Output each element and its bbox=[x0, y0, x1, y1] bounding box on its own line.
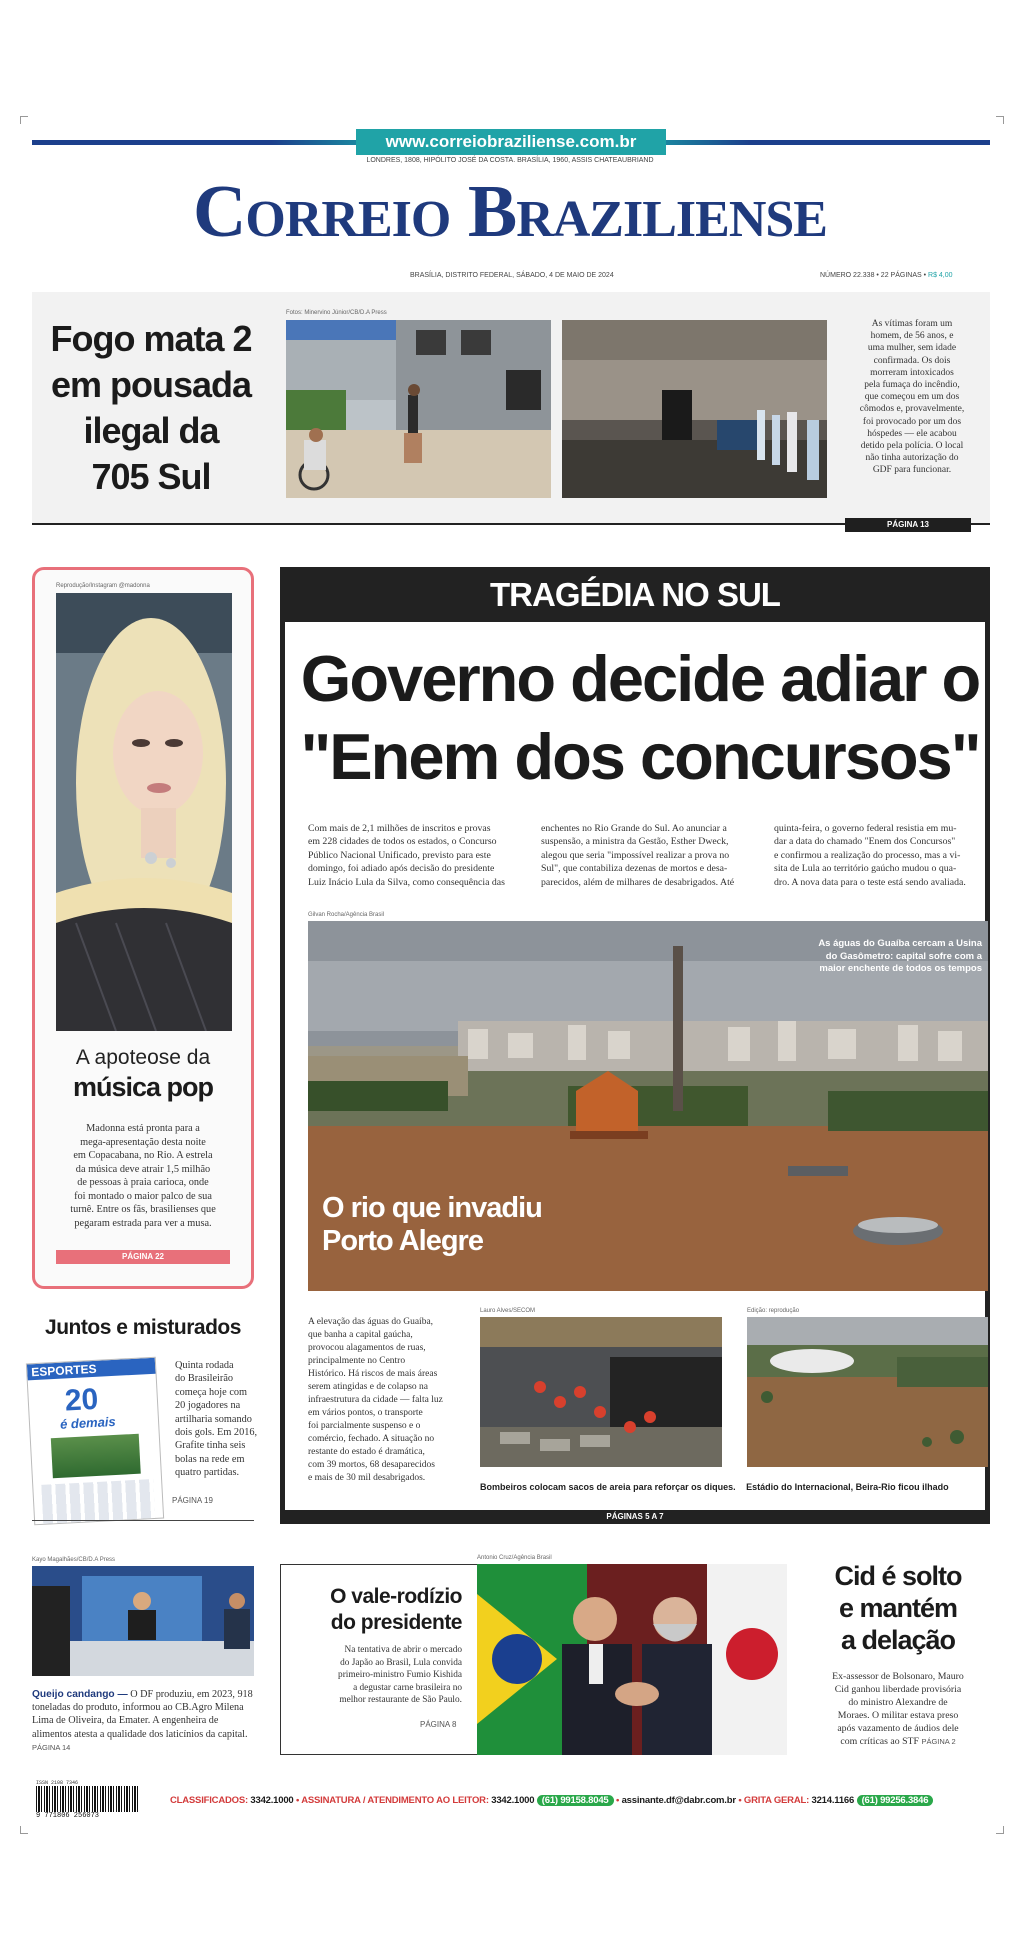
text-line: em Copacabana, no Rio. A estrela bbox=[73, 1150, 213, 1161]
text-line: do Brasileirão bbox=[175, 1373, 234, 1385]
cheese-body: O DF produziu, em 2023, 918 toneladas do produto, informou ao CB.Agro Milena Lima de Oliveira, da Emater. A engenheira de alimentos atesta a qualidade dos laticínios da capital. bbox=[32, 1689, 253, 1740]
classificados-phone[interactable]: 3342.1000 bbox=[250, 1795, 294, 1806]
text-line: começa hoje com bbox=[175, 1386, 248, 1398]
crop-mark bbox=[20, 116, 28, 124]
text-line: provocou alagamentos de ruas, bbox=[308, 1343, 426, 1353]
text-line: cômodos e, provavelmente, bbox=[859, 404, 965, 415]
text-line: em vários pontos, o transporte bbox=[308, 1408, 423, 1418]
text-line: domingo, foi adiado após decisão do presidente bbox=[308, 863, 495, 875]
title-bold: música pop bbox=[72, 1072, 214, 1102]
text-line: após vazamento de áudios dele bbox=[837, 1723, 959, 1734]
crop-mark bbox=[996, 1826, 1004, 1834]
pousada-interior-photo bbox=[562, 320, 827, 498]
page-ref[interactable]: PÁGINA 13 bbox=[845, 518, 971, 532]
pousada-exterior-photo bbox=[286, 320, 551, 498]
text-line: Grafite tinha seis bbox=[175, 1440, 246, 1452]
text-line: não tinha autorização do bbox=[865, 453, 959, 464]
text-line: artilharia somando bbox=[175, 1413, 252, 1425]
title-line: O vale-rodízio bbox=[330, 1585, 462, 1608]
footer-contacts bbox=[170, 1795, 996, 1806]
text-line: dar a data do chamado "Enem dos Concursos" bbox=[774, 836, 956, 848]
madonna-text bbox=[42, 1122, 244, 1230]
text-line: e mais de 30 mil desabrigados. bbox=[308, 1473, 426, 1483]
cid-text bbox=[806, 1670, 990, 1748]
text-line: Quinta rodada bbox=[175, 1360, 234, 1371]
thumb-big: 20 bbox=[64, 1382, 100, 1418]
top-story-headline[interactable] bbox=[38, 316, 264, 500]
page-ref-text: PÁGINAS 5 A 7 bbox=[586, 1510, 683, 1524]
founders-line: LONDRES, 1808, HIPÓLITO JOSÉ DA COSTA. BRASÍLIA, 1960, ASSIS CHATEAUBRIAND bbox=[366, 157, 654, 164]
title-light: A apoteose da bbox=[75, 1046, 211, 1069]
text-line: bolas na rede em bbox=[175, 1453, 245, 1465]
text-line: comércio, fechado. A situação no bbox=[308, 1434, 435, 1444]
edition-number: NÚMERO 22.338 • 22 PÁGINAS • bbox=[820, 272, 927, 279]
caption-line: maior enchente de todos os tempos bbox=[819, 963, 982, 974]
title-line: e mantém bbox=[838, 1593, 958, 1623]
email-link[interactable]: assinante.df@dabr.com.br bbox=[621, 1795, 736, 1806]
flood-photo-caption bbox=[760, 938, 982, 976]
caption-stadium: Estádio do Internacional, Beira-Rio ficou ilhado bbox=[746, 1482, 949, 1492]
title-line: a delação bbox=[840, 1625, 956, 1655]
divider bbox=[32, 1520, 254, 1521]
main-kicker: TRAGÉDIA NO SUL bbox=[280, 567, 990, 622]
headline-line: "Enem dos concursos" bbox=[300, 720, 980, 793]
text-line: Luiz Inácio Lula da Silva, como consequência das bbox=[308, 876, 505, 888]
beira-rio-stadium-photo bbox=[747, 1317, 988, 1467]
text-line: foi provocado por um dos bbox=[862, 416, 962, 427]
sports-thumbnail[interactable] bbox=[26, 1357, 164, 1526]
text-line: detido pela polícia. O local bbox=[860, 441, 964, 452]
top-story-text bbox=[842, 318, 982, 477]
assinatura-label: ASSINATURA / ATENDIMENTO AO LEITOR: bbox=[301, 1795, 489, 1806]
barcode-top: ISSN 2108 7346 bbox=[36, 1780, 79, 1786]
title-line: Porto Alegre bbox=[322, 1225, 483, 1257]
caption-firefighters: Bombeiros colocam sacos de areia para reforçar os diques. bbox=[480, 1482, 736, 1492]
whatsapp-number: (61) 99256.3846 bbox=[861, 1795, 929, 1806]
sports-title[interactable]: Juntos e misturados bbox=[45, 1316, 241, 1339]
text-line: Moraes. O militar estava preso bbox=[837, 1710, 959, 1721]
text-line: e confirmou a realização do processo, mas a vi- bbox=[774, 849, 961, 861]
thumb-grid bbox=[41, 1479, 155, 1525]
text-line: Cid ganhou liberdade provisória bbox=[834, 1684, 962, 1695]
grita-phone[interactable]: 3214.1166 bbox=[811, 1795, 855, 1806]
text-line: serem atingidas e de colapso na bbox=[308, 1382, 429, 1392]
headline-line: 705 Sul bbox=[91, 456, 211, 497]
flood-text bbox=[308, 1316, 468, 1485]
text-line: enchentes no Rio Grande do Sul. Ao anunciar a bbox=[541, 823, 727, 834]
page-ref[interactable] bbox=[280, 1510, 990, 1524]
text-line: pela fumaça do incêndio, bbox=[864, 380, 960, 391]
text-line: do ministro Alexandre de bbox=[848, 1697, 948, 1708]
text-line: infraestrutura da cidade — falta luz bbox=[308, 1395, 443, 1405]
text-line: turnê. Entre os fãs, brasilienses que bbox=[70, 1204, 216, 1215]
photo-credit: Fotos: Minervino Júnior/CB/D.A Press bbox=[286, 310, 387, 316]
text-line: foi parcialmente suspenso e o bbox=[308, 1421, 421, 1431]
caption-line: As águas do Guaíba cercam a Usina bbox=[818, 938, 982, 949]
text-line: suspensão, a ministra da Gestão, Esther Dweck, bbox=[541, 836, 729, 848]
cid-title[interactable] bbox=[806, 1560, 990, 1656]
main-col-1 bbox=[308, 822, 530, 889]
whatsapp-number: (61) 99158.8045 bbox=[541, 1795, 609, 1806]
sports-text bbox=[175, 1359, 265, 1480]
separator: • bbox=[615, 1795, 620, 1806]
photo-credit: Kayo Magalhães/CB/D.A Press bbox=[32, 1557, 116, 1563]
text-line bbox=[806, 1735, 990, 1748]
text-line: mega-apresentação desta noite bbox=[80, 1136, 206, 1148]
whatsapp-icon[interactable] bbox=[537, 1795, 614, 1806]
text-line: sita de Lula ao território gaúcho mudou o qua- bbox=[774, 863, 957, 875]
thumb-section: ESPORTES bbox=[27, 1358, 156, 1381]
madonna-title[interactable] bbox=[40, 1045, 246, 1103]
assinatura-phone[interactable]: 3342.1000 bbox=[491, 1795, 535, 1806]
madonna-photo bbox=[56, 593, 232, 1031]
title-line: do presidente bbox=[330, 1611, 462, 1634]
text-line: restante do estado é dramática, bbox=[308, 1447, 425, 1457]
cheese-lead[interactable]: Queijo candango — bbox=[32, 1689, 128, 1700]
headline-line: Governo decide adiar o bbox=[300, 642, 980, 715]
whatsapp-icon[interactable] bbox=[857, 1795, 934, 1806]
text-line: que começou em um dos bbox=[864, 392, 960, 403]
text-line: quinta-feira, o governo federal resistia em mu- bbox=[774, 823, 957, 834]
main-col-2 bbox=[541, 822, 763, 889]
text-line: em 228 cidades de todos os estados, o Concurso bbox=[308, 836, 497, 848]
lula-kishida-photo bbox=[477, 1564, 787, 1755]
text-line: Sul", que contabiliza dezenas de mortos e desa- bbox=[541, 863, 728, 875]
flood-photo-title[interactable] bbox=[322, 1192, 642, 1258]
photo-credit: Antonio Cruz/Agência Brasil bbox=[477, 1555, 552, 1561]
text-line: a degustar carne brasileira no bbox=[353, 1682, 462, 1693]
text-line: do Japão ao Brasil, Lula convida bbox=[340, 1657, 462, 1668]
thumb-sub: é demais bbox=[59, 1413, 117, 1432]
photo-credit: Lauro Alves/SECOM bbox=[480, 1308, 536, 1314]
text-line: dois gols. Em 2016, bbox=[175, 1427, 258, 1439]
text-line: parecidos, além de milhares de desabrigados. Até bbox=[541, 876, 735, 888]
text-line: que banha a capital gaúcha, bbox=[308, 1330, 413, 1340]
barcode-number: 9 771806 256073 bbox=[36, 1812, 100, 1820]
text-line: Com mais de 2,1 milhões de inscritos e provas bbox=[308, 823, 491, 834]
text-line: pegaram estrada para ver a musa. bbox=[74, 1217, 212, 1229]
caption-line: do Gasômetro: capital sofre com a bbox=[825, 950, 982, 962]
page-ref[interactable]: PÁGINA 8 bbox=[420, 1720, 457, 1729]
text-line-body: com críticas ao STF bbox=[840, 1736, 919, 1747]
text-line: Público Nacional Unificado, previsto para este bbox=[308, 849, 491, 861]
text-line: quatro partidas. bbox=[175, 1467, 240, 1479]
lula-text bbox=[290, 1644, 462, 1707]
text-line: hóspedes — ele acabou bbox=[867, 428, 957, 439]
text-line: confirmada. Os dois bbox=[873, 355, 951, 366]
barcode bbox=[36, 1780, 140, 1820]
title-line: Cid é solto bbox=[834, 1561, 962, 1591]
text-line: principalmente no Centro bbox=[308, 1356, 406, 1366]
price: R$ 4,00 bbox=[928, 272, 953, 279]
photo-captions bbox=[480, 1482, 990, 1492]
text-line: com 39 mortos, 68 desaparecidos bbox=[308, 1460, 435, 1470]
text-line: uma mulher, sem idade bbox=[867, 343, 957, 354]
separator: • bbox=[295, 1795, 300, 1806]
title-line: O rio que invadiu bbox=[322, 1192, 542, 1224]
photo-credit: Edição: reprodução bbox=[747, 1308, 800, 1314]
tv-studio-photo bbox=[32, 1566, 254, 1676]
photo-credit: Gilvan Rocha/Agência Brasil bbox=[308, 912, 385, 918]
text-line: primeiro-ministro Fumio Kishida bbox=[338, 1670, 462, 1680]
text-line: da música deve atrair 1,5 milhão bbox=[75, 1163, 211, 1175]
text-line: A elevação das águas do Guaíba, bbox=[308, 1317, 434, 1327]
page-ref[interactable]: PÁGINA 19 bbox=[172, 1496, 213, 1505]
page-ref[interactable]: PÁGINA 2 bbox=[921, 1737, 956, 1746]
text-line: Histórico. Há riscos de mais áreas bbox=[308, 1369, 438, 1379]
crop-mark bbox=[996, 116, 1004, 124]
thumb-photo bbox=[51, 1434, 141, 1479]
main-col-3 bbox=[774, 822, 984, 889]
text-line: Madonna está pronta para a bbox=[86, 1123, 200, 1134]
classificados-label: CLASSIFICADOS: bbox=[170, 1795, 248, 1806]
text-line: homem, de 56 anos, e bbox=[870, 331, 954, 342]
site-url-link[interactable]: www.correiobraziliense.com.br bbox=[356, 129, 666, 155]
headline-line: em pousada bbox=[50, 364, 252, 405]
lula-title[interactable] bbox=[290, 1584, 462, 1636]
cheese-text bbox=[32, 1688, 254, 1754]
text-line: Na tentativa de abrir o mercado bbox=[344, 1645, 462, 1655]
text-line: melhor restaurante de São Paulo. bbox=[339, 1695, 462, 1705]
main-headline[interactable] bbox=[290, 640, 990, 796]
separator: • bbox=[738, 1795, 742, 1806]
text-line: 20 jogadores na bbox=[175, 1400, 241, 1412]
text-line: Ex-assessor de Bolsonaro, Mauro bbox=[832, 1671, 964, 1682]
text-line: alegou que seria "impossível realizar a prova no bbox=[541, 849, 730, 861]
masthead-logo: Correio Braziliense bbox=[192, 171, 827, 253]
photo-credit: Reprodução/Instagram @madonna bbox=[56, 583, 150, 589]
headline-line: Fogo mata 2 bbox=[50, 318, 252, 359]
firefighters-photo bbox=[480, 1317, 722, 1467]
grita-label: GRITA GERAL: bbox=[743, 1795, 810, 1806]
text-line: foi montado o maior palco de sua bbox=[74, 1190, 212, 1202]
headline-line: ilegal da bbox=[83, 410, 219, 451]
text-line: morreram intoxicados bbox=[870, 367, 954, 378]
text-line: de pessoas à praia carioca, onde bbox=[77, 1177, 209, 1188]
dateline: BRASÍLIA, DISTRITO FEDERAL, SÁBADO, 4 DE MAIO DE 2024 bbox=[410, 272, 614, 279]
page-ref[interactable]: PÁGINA 22 bbox=[56, 1250, 230, 1264]
text-line: As vítimas foram um bbox=[871, 319, 953, 329]
edition-info bbox=[820, 272, 953, 279]
crop-mark bbox=[20, 1826, 28, 1834]
text-line: dro. A nova data para o teste está sendo avaliada. bbox=[774, 876, 966, 888]
text-line: GDF para funcionar. bbox=[872, 465, 952, 476]
barcode-bars bbox=[36, 1786, 140, 1812]
page-ref[interactable]: PÁGINA 14 bbox=[32, 1742, 71, 1752]
